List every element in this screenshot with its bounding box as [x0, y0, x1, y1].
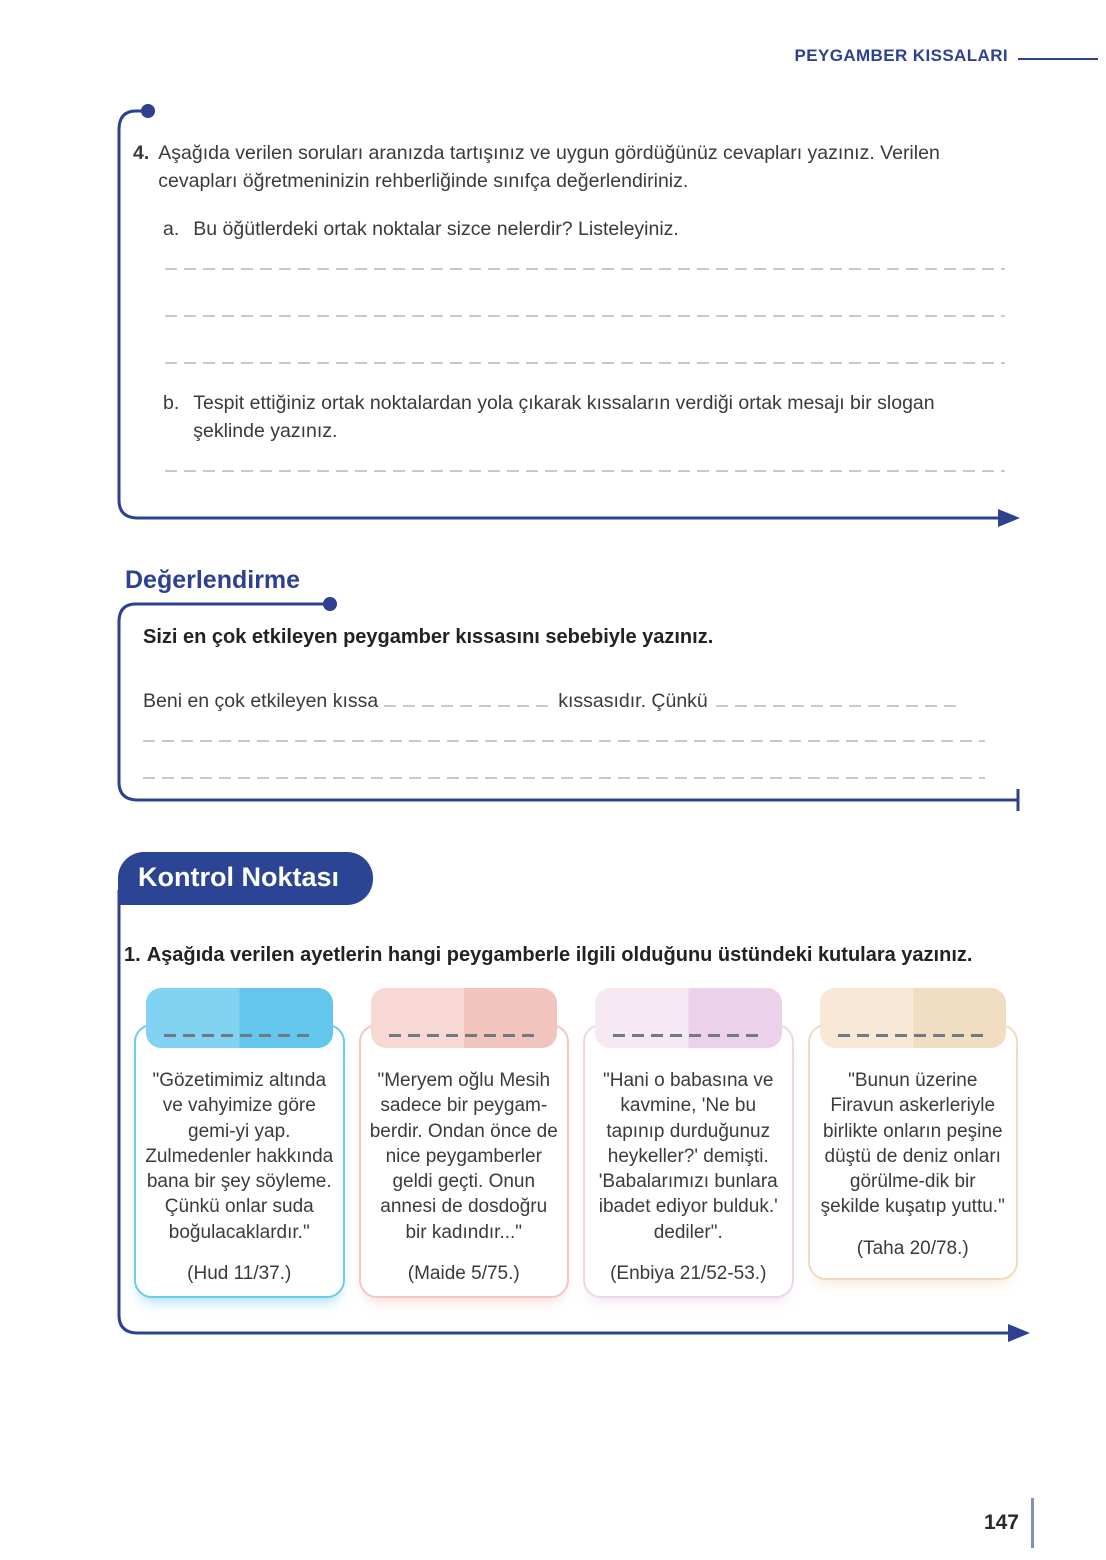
answer-line	[165, 470, 1005, 472]
verse-card-body	[808, 1024, 1019, 1280]
verse-reference: (Enbiya 21/52-53.)	[610, 1262, 767, 1284]
fill-blank	[716, 693, 961, 707]
question-4a	[163, 216, 1003, 244]
page-number: 147	[983, 1511, 1019, 1534]
item-b-text: Tespit ettiğiniz ortak noktalardan yola çıkarak kıssaların verdiği ortak mesajı bir slogan şeklinde yazınız.	[193, 392, 935, 442]
answer-line	[165, 268, 1005, 270]
verse-text: "Hani o babasına ve kavmine, 'Ne bu tapınıp durduğunuz heykeller?' demişti. 'Babalarımızı bunlara ibadet ediyor bulduk.' dediler".	[598, 1070, 778, 1243]
fill-in-sentence	[143, 690, 1003, 713]
fill-part-2: kıssasıdır. Çünkü	[558, 690, 708, 712]
verse-text: "Bunun üzerine Firavun askerleriyle birlikte onların peşine düştü de deniz onları görülme-dik bir şekilde kuşatıp yuttu."	[820, 1070, 1005, 1218]
connector-dot-icon	[141, 104, 155, 118]
verse-card-body	[359, 1024, 570, 1298]
verse-text: "Meryem oğlu Mesih sadece bir peygam-berdir. Ondan önce de nice peygamberler geldi geçti. Onun annesi de dosdoğru bir kadındır..."	[369, 1070, 558, 1243]
fill-blank	[384, 693, 552, 707]
verse-card-row	[134, 988, 1018, 1298]
answer-tab	[595, 988, 782, 1048]
answer-blank-line	[838, 1034, 988, 1037]
answer-tab	[146, 988, 333, 1048]
kontrol-instruction	[124, 944, 1024, 967]
answer-blank-line	[613, 1034, 763, 1037]
answer-blank-line	[389, 1034, 539, 1037]
verse-text: "Gözetimimiz altında ve vahyimize göre gemi-yi yap. Zulmedenler hakkında bana bir şey söyleme. Çünkü onlar suda boğulacaklardır."	[145, 1070, 334, 1243]
header-underline	[1018, 58, 1098, 60]
verse-card	[134, 988, 345, 1298]
verse-reference: (Hud 11/37.)	[187, 1262, 292, 1284]
page-header	[794, 46, 1098, 66]
verse-card-body	[583, 1024, 794, 1298]
verse-reference: (Maide 5/75.)	[407, 1262, 520, 1284]
question-4b	[163, 390, 1008, 445]
chapter-title: PEYGAMBER KISSALARI	[794, 46, 1008, 65]
verse-card	[359, 988, 570, 1298]
verse-card	[808, 988, 1019, 1298]
instruction-text: Aşağıda verilen ayetlerin hangi peygamberle ilgili olduğunu üstündeki kutulara yazınız.	[146, 944, 973, 966]
connector-dot-icon	[323, 597, 337, 611]
verse-card-body	[134, 1024, 345, 1298]
fill-part-1: Beni en çok etkileyen kıssa	[143, 690, 379, 712]
item-b-label: b.	[163, 392, 180, 414]
item-a-text: Bu öğütlerdeki ortak noktalar sizce nelerdir? Listeleyiniz.	[193, 218, 679, 240]
arrow-right-icon	[998, 509, 1020, 527]
page-footer	[984, 1498, 1034, 1548]
answer-tab	[371, 988, 558, 1048]
answer-line	[165, 362, 1005, 364]
verse-card	[583, 988, 794, 1298]
answer-line	[143, 740, 985, 742]
question-4	[133, 140, 993, 195]
item-a-label: a.	[163, 218, 180, 240]
degerlendirme-prompt: Sizi en çok etkileyen peygamber kıssasını sebebiyle yazınız.	[143, 626, 714, 648]
instruction-number: 1.	[124, 944, 141, 966]
question-text: Aşağıda verilen soruları aranızda tartışınız ve uygun gördüğünüz cevapları yazınız. Verilen cevapları öğretmeninizin rehberliğinde sınıfça değerlendiriniz.	[158, 142, 940, 192]
answer-blank-line	[164, 1034, 314, 1037]
answer-line	[143, 777, 985, 779]
question-number: 4.	[133, 142, 150, 164]
answer-line	[165, 315, 1005, 317]
kontrol-noktasi-badge: Kontrol Noktası	[118, 852, 373, 905]
section-heading-degerlendirme: Değerlendirme	[125, 566, 301, 594]
footer-bar	[1031, 1498, 1034, 1548]
answer-tab	[820, 988, 1007, 1048]
arrow-right-icon	[1008, 1324, 1030, 1342]
verse-reference: (Taha 20/78.)	[856, 1237, 969, 1259]
